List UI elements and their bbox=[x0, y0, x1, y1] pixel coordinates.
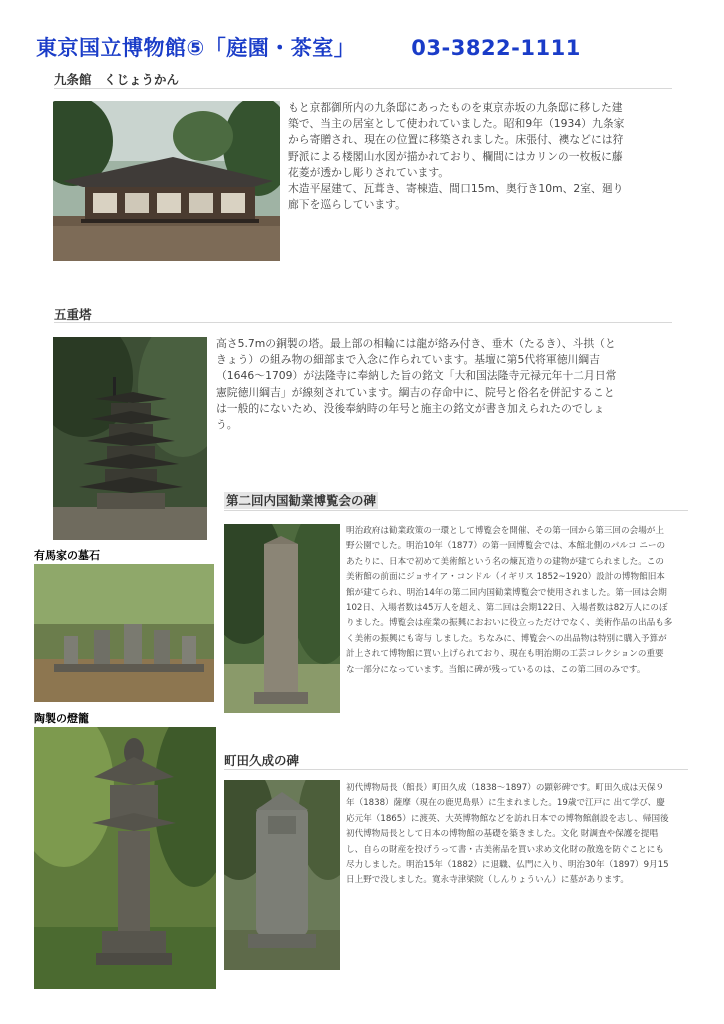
pagoda-divider bbox=[54, 322, 672, 323]
kujokan-divider bbox=[54, 88, 672, 89]
text-line: は一般的にないため、没後奉納時の年号と施主の銘文が書き加えられたのでしょ bbox=[216, 401, 605, 415]
text-line: し、自らの財産を投げうって書・古美術品を買い求め文化財の散逸を防ぐことにも bbox=[346, 844, 664, 855]
text-line: 美術館の前面にジョサイア・コンドル（イギリス 1852~1920）設計の博物館旧本 bbox=[346, 572, 665, 583]
text-line: 102日、入場者数は45万人を超え、第二回は会期122日、入場者数は82万人にのぼ bbox=[346, 603, 668, 614]
lantern-photo bbox=[34, 727, 216, 989]
text-line: 花菱が透かし彫りされています。 bbox=[288, 165, 450, 179]
text-line: 応元年（1865）に渡英、大英博物館などを訪れ日本での博物館創設を志し、帰国後 bbox=[346, 813, 669, 824]
exposition-heading bbox=[224, 491, 378, 509]
text-line: 館が建てられ、明治14年の第二回内国勧業博覧会で使用されました。第一回は会期 bbox=[346, 587, 667, 598]
text-line: な一部分になっています。当館に碑が残っているのは、この第二回のみです。 bbox=[346, 664, 646, 675]
text-line: 野派による楼閣山水図が描かれており、欄間にはカリンの一枚板に藤 bbox=[288, 149, 623, 163]
text-line: もと京都御所内の九条邸にあったものを東京赤坂の九条邸に移した建 bbox=[288, 101, 623, 114]
text-line: 年（1838）薩摩（現在の鹿児島県）に生まれました。19歳で江戸に 出て学び、慶 bbox=[346, 798, 665, 809]
text-line: 初代博物局長として日本の博物館の基礎を築きました。文化 財調査や保護を提唱 bbox=[346, 829, 659, 840]
text-line: 明治政府は勧業政策の一環として博覧会を開催、その第一回から第三回の会場が上 bbox=[346, 526, 664, 536]
page-title bbox=[36, 32, 581, 62]
exposition-description bbox=[346, 524, 696, 678]
machida-divider bbox=[224, 769, 688, 770]
exposition-monument-photo bbox=[224, 524, 340, 713]
text-line: 築で、当主の居室として使われていました。昭和9年（1934）九条家 bbox=[288, 117, 625, 131]
text-line: 野公園でした。明治10年（1877）の第一回博覧会では、本館北側のパルコ ニーの bbox=[346, 541, 666, 552]
lantern-caption: 陶製の燈籠 bbox=[34, 712, 89, 725]
text-line: 初代博物局長（館長）町田久成（1838～1897）の顕彰碑です。町田久成は天保９ bbox=[346, 783, 665, 793]
kujokan-description bbox=[288, 100, 680, 213]
text-line: りました。博覧会は産業の振興におおいに役立っただけでなく、美術作品の出品も多 bbox=[346, 618, 673, 629]
kujokan-heading: 九条館 くじょうかん bbox=[54, 72, 180, 87]
pagoda-description bbox=[216, 336, 686, 433]
text-line: きょう）の組み物の細部まで入念に作られています。基壇に第5代将軍徳川綱吉 bbox=[216, 353, 600, 367]
pagoda-photo bbox=[53, 337, 207, 540]
text-line: 憲院徳川綱吉」が線刻されています。綱吉の存命中に、院号と俗名を併記すること bbox=[216, 385, 615, 399]
text-line: 木造平屋建て、瓦葺き、寄棟造、間口15m、奥行き10m、2室、廻り bbox=[288, 182, 624, 196]
machida-description bbox=[346, 781, 696, 889]
arima-caption: 有馬家の墓石 bbox=[34, 549, 100, 562]
text-line: （1646～1709）が法隆寺に奉納した旨の銘文「大和国法隆寺元禄元年十二月日常 bbox=[216, 369, 617, 383]
text-line: あたりに、日本で初めて美術館という名の煉瓦造りの建物が建てられました。この bbox=[346, 556, 664, 567]
machida-monument-photo bbox=[224, 780, 340, 970]
text-line: 計上されて博物館に買い上げられており、現在も明治期の工芸コレクションの重要 bbox=[346, 649, 664, 660]
pagoda-heading: 五重塔 bbox=[54, 307, 92, 322]
text-line: く美術の振興にも寄与 しました。ちなみに、博覧会への出品物は特別に購入予算が bbox=[346, 633, 667, 644]
machida-heading: 町田久成の碑 bbox=[224, 753, 300, 768]
text-line: 廊下を巡らしています。 bbox=[288, 198, 406, 212]
exposition-divider bbox=[224, 510, 688, 511]
text-line: 日上野で没しました。寛永寺津梁院（しんりょういん）に墓があります。 bbox=[346, 875, 629, 886]
title-text: 東京国立博物館⑤「庭園・茶室」 bbox=[36, 36, 356, 60]
kujokan-photo bbox=[53, 101, 280, 261]
text-line: から寄贈され、現在の位置に移築されました。床張付、襖などには狩 bbox=[288, 133, 624, 147]
phone-number: 03-3822-1111 bbox=[411, 36, 581, 60]
text-line: 高さ5.7mの銅製の塔。最上部の相輪には龍が絡み付き、垂木（たるき）、斗拱（と bbox=[216, 337, 616, 350]
exposition-heading-text: 第二回内国勧業博覧会の碑 bbox=[226, 493, 377, 508]
arima-tombstones-photo bbox=[34, 564, 214, 702]
text-line: 尽力しました。明治15年（1882）に退職、仏門に入り、明治30年（1897）9月15 bbox=[346, 860, 669, 871]
text-line: う。 bbox=[216, 418, 238, 432]
